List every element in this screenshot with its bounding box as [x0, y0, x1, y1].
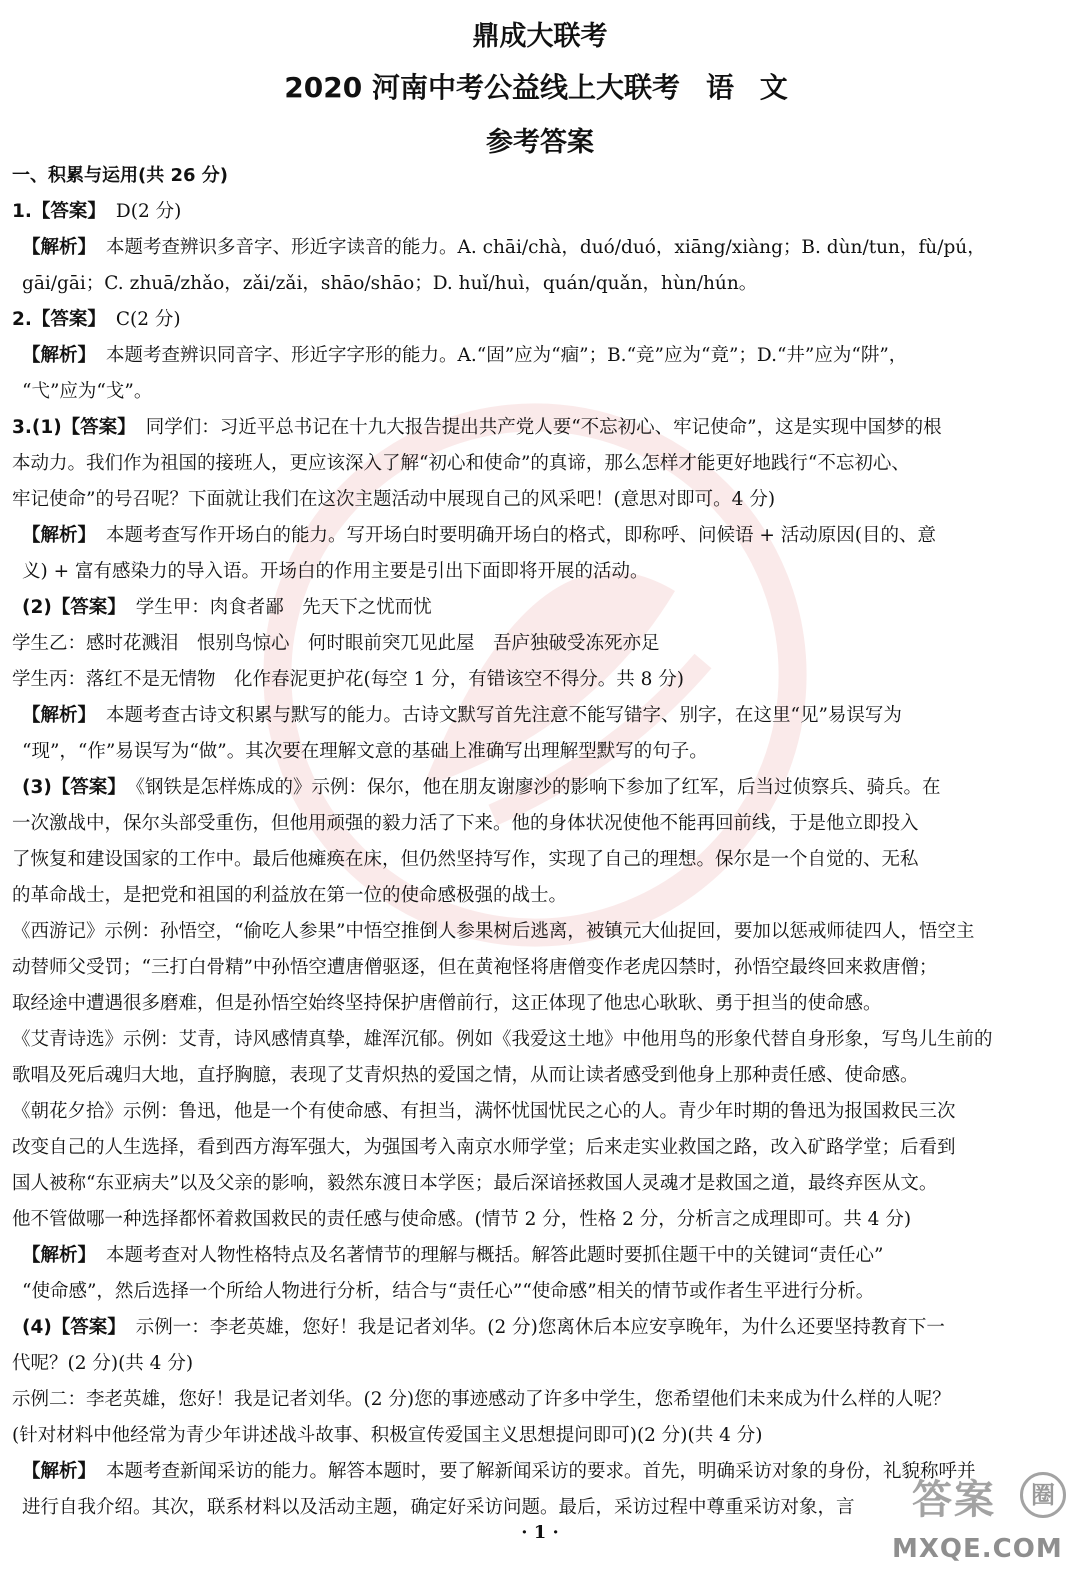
answer-tag: 3.(1)【答案】	[12, 417, 136, 438]
line-text: 本题考查古诗文积累与默写的能力。古诗文默写首先注意不能写错字、别字，在这里“见”易误写为	[106, 705, 902, 726]
doc-title: 参考答案	[486, 127, 594, 158]
text-line	[12, 842, 1058, 878]
text-line	[12, 1166, 1058, 1202]
text-line	[12, 770, 1058, 806]
line-text: 学生丙：落红不是无情物 化作春泥更护花(每空 1 分，有错该空不得分。共 8 分)	[12, 669, 685, 690]
text-line	[12, 1238, 1058, 1274]
exam-name: 2020 河南中考公益线上大联考	[284, 71, 680, 104]
stamp-text: 答案	[912, 1477, 996, 1523]
text-line	[12, 734, 1058, 770]
line-text: C(2 分)	[115, 309, 181, 330]
text-line	[12, 806, 1058, 842]
text-line	[12, 662, 1058, 698]
line-text: 示例二：李老英雄，您好！我是记者刘华。(2 分)您的事迹感动了许多中学生，您希望他们未来成为什么样的人呢？	[12, 1389, 951, 1410]
line-text: 学生乙：感时花溅泪 恨别鸟惊心 何时眼前突兀见此屋 吾庐独破受冻死亦足	[12, 633, 660, 654]
line-text: 本题考查辨识多音字、形近字读音的能力。A. chāi/chà，duó/duó，xiāng/xiàng；B. dùn/tun，fù/pú，	[106, 237, 986, 258]
line-text: 本题考查对人物性格特点及名著情节的理解与概括。解答此题时要抓住题干中的关键词“责任心”	[106, 1245, 884, 1266]
text-line	[12, 1454, 1058, 1490]
line-text: 本题考查写作开场白的能力。写开场白时要明确开场白的格式，即称呼、问候语 + 活动原因(目的、意	[106, 525, 936, 546]
answer-tag: (3)【答案】	[22, 777, 126, 798]
text-line	[12, 1130, 1058, 1166]
line-text: 了恢复和建设国家的工作中。最后他瘫痪在床，但仍然坚持写作，实现了自己的理想。保尔是一个自觉的、无私	[12, 849, 919, 870]
line-text: 一、积累与运用(共 26 分)	[12, 165, 229, 186]
line-text: 他不管做哪一种选择都怀着救国救民的责任感与使命感。(情节 2 分，性格 2 分，分析言之成理即可。共 4 分)	[12, 1209, 912, 1230]
text-line	[12, 698, 1058, 734]
answer-tag: 【解析】	[22, 237, 97, 258]
answer-tag: 【解析】	[22, 525, 97, 546]
answer-tag: (2)【答案】	[22, 597, 126, 618]
line-text: 义) + 富有感染力的导入语。开场白的作用主要是引出下面即将开展的活动。	[22, 561, 649, 582]
text-line	[12, 914, 1058, 950]
line-text: 进行自我介绍。其次，联系材料以及活动主题，确定好采访问题。最后，采访过程中尊重采访对象，言	[22, 1497, 855, 1518]
subject-label: 语 文	[705, 71, 796, 104]
text-line	[12, 626, 1058, 662]
line-text: 牢记使命”的号召呢？下面就让我们在这次主题活动中展现自己的风采吧！(意思对即可。4 分)	[12, 489, 776, 510]
line-text: “现”，“作”易误写为“做”。其次要在理解文意的基础上准确写出理解型默写的句子。	[22, 741, 708, 762]
line-text: 代呢？(2 分)(共 4 分)	[12, 1353, 194, 1374]
line-text: D(2 分)	[115, 201, 182, 222]
text-line	[12, 1202, 1058, 1238]
text-line	[12, 1346, 1058, 1382]
line-text: 一次激战中，保尔头部受重伤，但他用顽强的毅力活了下来。他的身体状况使他不能再回前线，于是他立即投入	[12, 813, 919, 834]
answer-content	[12, 158, 1058, 1526]
line-text: gāi/gāi；C. zhuā/zhǎo，zǎi/zǎi，shāo/shāo；D. huǐ/huì，quán/quǎn，hùn/hún。	[22, 273, 758, 294]
answer-tag: (4)【答案】	[22, 1317, 126, 1338]
watermark-stamp	[892, 1468, 1063, 1572]
text-line	[12, 374, 1058, 410]
text-line	[12, 338, 1058, 374]
text-line	[12, 230, 1058, 266]
line-text: “使命感”，然后选择一个所给人物进行分析，结合与“责任心”“使命感”相关的情节或作者生平进行分析。	[22, 1281, 875, 1302]
line-text: 同学们：习近平总书记在十九大报告提出共产党人要“不忘初心、牢记使命”，这是实现中国梦的根	[145, 417, 942, 438]
section-heading	[12, 158, 1058, 194]
org-title: 鼎成大联考	[472, 21, 608, 52]
text-line	[12, 446, 1058, 482]
text-line	[12, 878, 1058, 914]
line-text: 本题考查辨识同音字、形近字字形的能力。A.“固”应为“痼”；B.“竞”应为“竟”；D.“井”应为“阱”，	[106, 345, 908, 366]
line-text: 本题考查新闻采访的能力。解答本题时，要了解新闻采访的要求。首先，明确采访对象的身份，礼貌称呼并	[106, 1461, 976, 1482]
text-line	[12, 194, 1058, 230]
text-line	[12, 1094, 1058, 1130]
text-line	[12, 302, 1058, 338]
text-line	[12, 1274, 1058, 1310]
text-line	[12, 518, 1058, 554]
text-line	[12, 554, 1058, 590]
text-line	[12, 482, 1058, 518]
text-line	[12, 590, 1058, 626]
line-text: 改变自己的人生选择，看到西方海军强大，为强国考入南京水师学堂；后来走实业救国之路，改入矿路学堂；后看到	[12, 1137, 956, 1158]
text-line	[12, 266, 1058, 302]
line-text: 《钢铁是怎样炼成的》示例：保尔，他在朋友谢廖沙的影响下参加了红军，后当过侦察兵、骑兵。在	[135, 777, 941, 798]
line-text: 《朝花夕拾》示例：鲁迅，他是一个有使命感、有担当，满怀忧国忧民之心的人。青少年时期的鲁迅为报国救民三次	[12, 1101, 956, 1122]
answer-tag: 【解析】	[22, 1245, 97, 1266]
line-text: 歌唱及死后魂归大地，直抒胸臆，表现了艾青炽热的爱国之情，从而让读者感受到他身上那种责任感、使命感。	[12, 1065, 919, 1086]
line-text: 动替师父受罚；“三打白骨精”中孙悟空遭唐僧驱逐，但在黄袍怪将唐僧变作老虎囚禁时，孙悟空最终回来救唐僧；	[12, 957, 938, 978]
answer-tag: 【解析】	[22, 705, 97, 726]
text-line	[12, 950, 1058, 986]
text-line	[12, 986, 1058, 1022]
page-number: · 1 ·	[521, 1522, 559, 1543]
text-line	[12, 1058, 1058, 1094]
answer-tag: 1.【答案】	[12, 201, 106, 222]
line-text: 取经途中遭遇很多磨难，但是孙悟空始终坚持保护唐僧前行，这正体现了他忠心耿耿、勇于担当的使命感。	[12, 993, 882, 1014]
text-line	[12, 1310, 1058, 1346]
text-line	[12, 1022, 1058, 1058]
text-line	[12, 410, 1058, 446]
line-text: 《西游记》示例：孙悟空，“偷吃人参果”中悟空推倒人参果树后逃离，被镇元大仙捉回，要加以惩戒师徒四人，悟空主	[12, 921, 975, 942]
line-text: 《艾青诗选》示例：艾青，诗风感情真挚，雄浑沉郁。例如《我爱这土地》中他用鸟的形象代替自身形象，写鸟儿生前的	[12, 1029, 993, 1050]
answer-tag: 2.【答案】	[12, 309, 106, 330]
answer-tag: 【解析】	[22, 1461, 97, 1482]
line-text: 学生甲：肉食者鄙 先天下之忧而忧	[135, 597, 432, 618]
line-text: 国人被称“东亚病夫”以及父亲的影响，毅然东渡日本学医；最后深谙拯救国人灵魂才是救国之道，最终弃医从文。	[12, 1173, 938, 1194]
line-text: 示例一：李老英雄，您好！我是记者刘华。(2 分)您离休后本应安享晚年，为什么还要坚持教育下一	[135, 1317, 945, 1338]
stamp-url: MXQE.COM	[892, 1534, 1063, 1564]
text-line	[12, 1382, 1058, 1418]
line-text: (针对材料中他经常为青少年讲述战斗故事、积极宣传爱国主义思想提问即可)(2 分)(共 4 分)	[12, 1425, 763, 1446]
stamp-circle-icon: 圈	[1020, 1472, 1066, 1518]
line-text: 的革命战士，是把党和祖国的利益放在第一位的使命感极强的战士。	[12, 885, 568, 906]
answer-tag: 【解析】	[22, 345, 97, 366]
line-text: 本动力。我们作为祖国的接班人，更应该深入了解“初心和使命”的真谛，那么怎样才能更好地践行“不忘初心、	[12, 453, 910, 474]
exam-title	[0, 66, 1080, 106]
text-line	[12, 1418, 1058, 1454]
line-text: “弋”应为“戈”。	[22, 381, 153, 402]
text-line	[12, 1490, 1058, 1526]
